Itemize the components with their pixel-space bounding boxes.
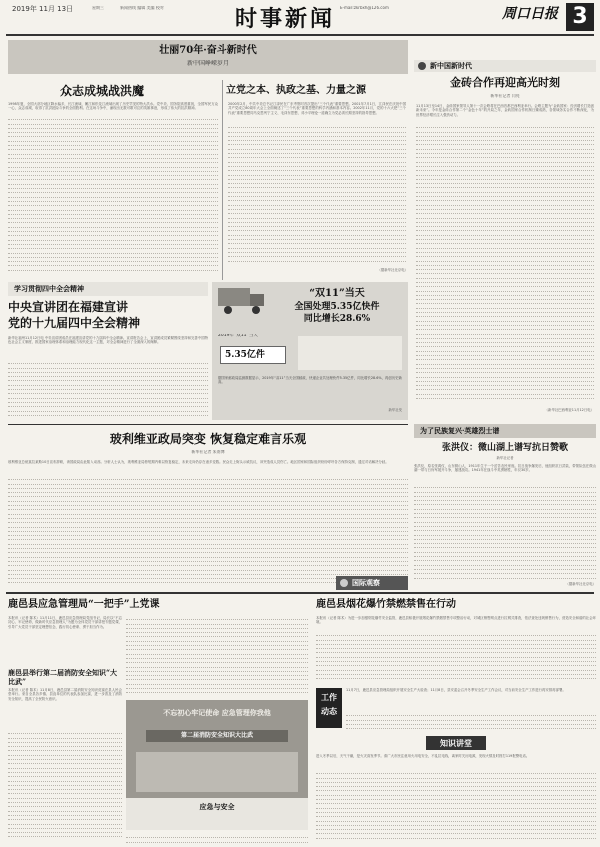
knowledge-header (316, 736, 596, 750)
luyi2-body: 本报讯（记者 陈术）11月8日，鹿邑县第二届消防安全知识竞赛在县人民会堂举行。来自全县各乡镇、县直单位的代表队参加比赛，进一步普及了消防安全知识，提高了全民防火意识。 (8, 688, 122, 701)
top-banner (8, 40, 408, 74)
party-title: 立党之本、执政之基、力量之源 (226, 85, 366, 96)
page-number: 3 (572, 4, 588, 29)
luyi3-body: 本报讯（记者 陈术）为进一步加强烟花爆竹安全监管，鹿邑县积极开展烟花爆竹禁燃禁售专项整治行动，对城区销售网点进行拉网式排查，依法查处违规销售行为，营造安全和谐的社会环境。 (316, 616, 596, 625)
express-line2: 全国处理5.35亿快件 (294, 302, 380, 312)
luyi2-text-block (8, 730, 122, 840)
header-weekday: 星期三 (92, 6, 104, 10)
photo-banner: 不忘初心牢记使命 应急管理你我他 (163, 708, 271, 717)
header-meta: 新闻热线 编辑 美编 校对 (120, 6, 164, 10)
party-body: 2000年2月，中共中央总书记江泽民在广东考察时首次提出“三个代表”重要思想。2001年7月1日，江泽民在庆祝中国共产党成立80周年大会上全面阐述了“三个代表”重要思想的科学内涵和基本内容。2002年11月，党的十六大把“三个代表”重要思想同马克思列宁主义、毛泽东思想、邓小平理论一道确立为党必须长期坚持的指导思想。 (228, 102, 406, 115)
banner-sub: 新中国峥嵘岁月 (186, 60, 229, 67)
zhang-kicker: 为了民族复兴·英雄烈士谱 (420, 426, 500, 435)
party-source: （据新华社北京电） (377, 268, 408, 272)
luyi1-text-block (126, 616, 308, 696)
luyi1-body: 本报讯（记者 陈术）11月11日，鹿邑县应急管理局党组书记、局长以“不忘初心、牢记使命，做新时代应急管理人”为题为全体党员干部讲授专题党课，引导广大党员干部坚定理想信念、践行初心使命、勇于担当作为。 (8, 616, 122, 629)
express-credit: 新华社发 (388, 408, 402, 412)
luyi3-text-block (316, 632, 596, 682)
express-headline: “双11”当天 (309, 288, 365, 299)
flood-title: 众志成城战洪魔 (60, 84, 145, 98)
zhang-source: （据新华社北京电） (565, 582, 596, 586)
photo-caption-lines (126, 834, 308, 843)
zhang-body: 张洪仪，原名张鸿仪，山东微山人，1911年生于一个贫苦农民家庭。抗日战争爆发后，他组织抗日武装，带领队伍在微山湖一带与日伪军展开斗争，屡建战功。1941年在战斗中英勇牺牲，年仅30岁。 (414, 464, 596, 473)
page-number-badge (566, 3, 594, 31)
fujian-title-line1: 中央宣讲团在福建宣讲 (8, 300, 129, 314)
xinshidai-text-block (416, 124, 594, 404)
masthead (0, 0, 600, 42)
work-text-block (346, 712, 596, 730)
xinshidai-byline: 新华社记者 闫亮 (490, 94, 520, 98)
luyi1-title: 鹿邑县应急管理局“一把手”上党课 (8, 599, 160, 610)
truck-icon (218, 288, 268, 314)
fujian-text-block (8, 360, 208, 420)
fujian-kicker-bar (8, 282, 208, 296)
column-divider (222, 80, 223, 280)
express-total: 5.35亿件 (225, 350, 265, 360)
paper-logo: 周口日报 (502, 6, 558, 22)
express-chart (298, 336, 402, 370)
photo-sub: 第二届消防安全知识大比武 (146, 730, 288, 742)
bolivia-tag: 国际观察 (352, 578, 380, 587)
globe-icon (418, 62, 426, 70)
photo-stage (136, 752, 298, 792)
photo-caption: 应急与安全 (199, 802, 235, 811)
express-total-badge (220, 346, 286, 364)
flood-text-block (8, 116, 218, 276)
express-line3: 同比增长28.6% (303, 314, 371, 324)
globe-icon (340, 579, 348, 587)
mid-rule (8, 424, 408, 425)
bolivia-title: 玻利维亚政局突变 恢复稳定难言乐观 (109, 432, 307, 446)
bolivia-tag-box (336, 576, 408, 590)
xinshidai-kicker: 新中国新时代 (430, 61, 472, 70)
party-text-block (228, 124, 406, 264)
event-photo (126, 700, 308, 830)
bolivia-text-block (8, 476, 408, 586)
express-graphic (212, 282, 408, 420)
xinshidai-title: 金砖合作再迎高光时刻 (450, 76, 560, 89)
header-email: E-mail:zkrbxh@126.com (340, 6, 389, 10)
photo-footer (126, 798, 308, 830)
flood-body: 1998年夏，全国大部分地区降水偏多，长江流域、嫩江和松花江流域出现了历史罕见的特大洪水。党中央、国务院高度重视，全国军民万众一心，众志成城，取得了抗洪抢险斗争的全面胜利。在这场斗争中，涌现出无数可歌可泣的英雄事迹，形成了伟大的抗洪精神。 (8, 102, 218, 111)
knowledge-title: 知识讲堂 (426, 736, 486, 750)
express-label: 2019年“双11”当天 (218, 334, 258, 338)
header-rule (6, 34, 594, 36)
knowledge-body: 进入冬季以后，天气干燥，是火灾高发季节。请广大市民注意用火用电安全，不乱拉电线，离家时关闭电源，发现火情及时拨打119报警电话。 (316, 754, 530, 758)
header-date: 2019年 11月 13日 (12, 5, 74, 13)
zhang-kicker-bar (414, 424, 596, 438)
banner-kicker: 壮丽70年·奋斗新时代 (159, 45, 257, 56)
bolivia-byline: 新华社记者 朱南博 (191, 450, 225, 454)
xinshidai-box (414, 42, 596, 420)
zhang-title: 张洪仪：微山湖上谱写抗日赞歌 (441, 443, 568, 453)
xinshidai-kicker-bar (414, 60, 596, 72)
express-caption: 据国家邮政局监测数据显示，2019年“双11”当天全国邮政、快递企业共处理快件5.35亿件，同比增长28.6%，再创历史新高。 (218, 376, 402, 385)
fujian-kicker: 学习贯彻四中全会精神 (14, 284, 84, 293)
xinshidai-body: 11月13日至14日，金砖国家领导人第十一次会晤将在巴西首都巴西利亚举行。会晤主题为“金砖国家：经济增长打造创新未来”。今年是金砖合作第二个“金色十年”的开局之年，金砖国家合作机制日臻成熟，各领域务实合作不断深化，为世界经济增长注入强劲动力。 (416, 104, 594, 117)
luyi2-title: 鹿邑县举行第二届消防安全知识“大比武” (8, 668, 118, 686)
work-label-box (316, 688, 342, 728)
work-label-1: 工作 (321, 692, 337, 702)
work-label-2: 动态 (321, 706, 337, 716)
xinshidai-source: （新华社巴西利亚11月12日电） (544, 408, 594, 412)
bolivia-body: 玻利维亚总统莫拉莱斯10日宣布辞职，该国政局由此陷入动荡。分析人士认为，玻利维亚局势短期内难以恢复稳定，未来走向仍存在诸多变数。民众走上街头示威抗议，冲突造成人员伤亡。地区国家和国际组织纷纷呼吁各方保持克制，通过对话解决分歧。 (8, 460, 389, 464)
luyi3-title: 鹿邑县烟花爆竹禁燃禁售在行动 (316, 599, 456, 610)
fujian-title-line2: 党的十九届四中全会精神 (8, 316, 141, 330)
fujian-body: 新华社福州11月12日电 中央宣讲团成员在福建宣讲党的十九届四中全会精神。宣讲报告会上，宣讲团成员紧紧围绕坚持和完善中国特色社会主义制度、推进国家治理体系和治理能力现代化这一主题，对全会精神进行了全面深入的阐释。 (8, 336, 208, 345)
zhang-text-block (414, 484, 596, 580)
bottom-rule (6, 592, 594, 594)
knowledge-text-block (316, 770, 596, 842)
section-title: 时事新闻 (234, 6, 335, 32)
zhang-byline: 新华社记者 (496, 456, 514, 460)
work-body: 11月7日，鹿邑县应急管理局组织开展安全生产大检查；11月8日，县安委会召开冬季安全生产工作会议，对当前安全生产工作进行再安排再部署。 (346, 688, 566, 692)
